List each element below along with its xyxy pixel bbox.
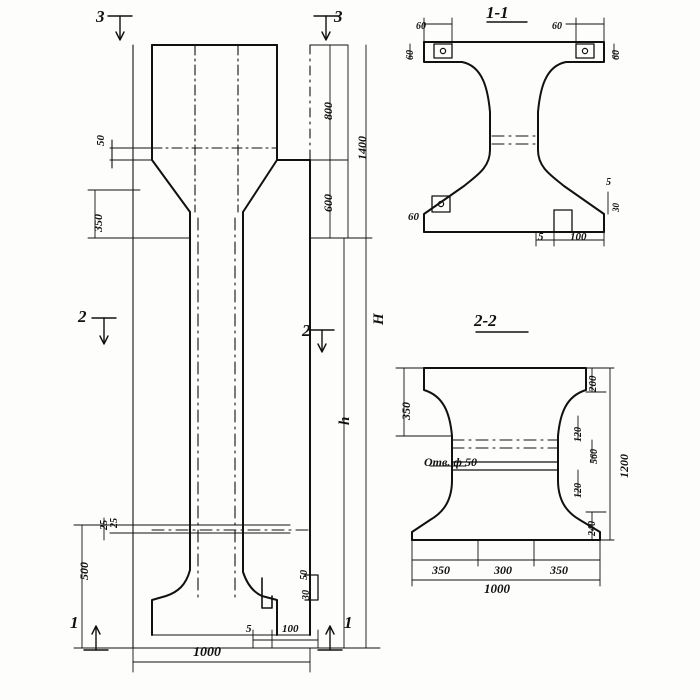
dim-30: 30 bbox=[301, 590, 312, 600]
mark-2-left: 2 bbox=[78, 307, 87, 326]
dim-25-b: 25 bbox=[109, 518, 120, 528]
mark-3-left: 3 bbox=[96, 7, 105, 26]
s22-350-b2: 350 bbox=[550, 563, 568, 577]
mark-2-right: 2 bbox=[302, 321, 311, 340]
dim-500: 500 bbox=[77, 562, 91, 580]
dim-600: 600 bbox=[321, 194, 335, 212]
section-1-1-title: 1-1 bbox=[486, 3, 509, 22]
s11-60-bl: 60 bbox=[408, 211, 419, 223]
s22-240: 240 bbox=[587, 521, 598, 536]
s22-1000: 1000 bbox=[484, 581, 510, 596]
dim-100: 100 bbox=[282, 623, 299, 635]
s22-1200: 1200 bbox=[617, 454, 631, 478]
dim-5: 5 bbox=[246, 623, 252, 635]
s11-60-right-v: 60 bbox=[611, 50, 622, 60]
dim-800: 800 bbox=[321, 102, 335, 120]
note-hole: Отв. ф 50 bbox=[424, 455, 477, 469]
dim-50-lower: 50 bbox=[299, 570, 310, 580]
mark-3-right: 3 bbox=[334, 7, 343, 26]
dim-350: 350 bbox=[91, 214, 105, 232]
dim-50-upper: 50 bbox=[95, 135, 107, 146]
s22-200: 200 bbox=[587, 375, 599, 392]
s22-300: 300 bbox=[494, 563, 512, 577]
dim-H: H bbox=[371, 313, 387, 325]
s11-30: 30 bbox=[611, 203, 621, 212]
mark-1-right: 1 bbox=[344, 613, 353, 632]
s22-350-b1: 350 bbox=[432, 563, 450, 577]
dim-25-a: 25 bbox=[99, 520, 110, 530]
s22-120-a: 120 bbox=[573, 427, 584, 442]
s11-60-tr: 60 bbox=[552, 21, 562, 32]
s11-5-right: 5 bbox=[606, 177, 611, 188]
s11-60-left-v: 60 bbox=[405, 50, 416, 60]
s22-120-b: 120 bbox=[573, 483, 584, 498]
s11-100: 100 bbox=[570, 231, 587, 243]
s22-350-left: 350 bbox=[399, 402, 413, 420]
dim-1000: 1000 bbox=[193, 645, 221, 660]
s22-560: 560 bbox=[589, 449, 600, 464]
dim-1400: 1400 bbox=[355, 136, 369, 160]
mark-1-left: 1 bbox=[70, 613, 79, 632]
s11-60-tl: 60 bbox=[416, 21, 426, 32]
s11-5: 5 bbox=[538, 231, 544, 243]
dim-h: h bbox=[337, 416, 353, 425]
section-2-2-title: 2-2 bbox=[474, 311, 497, 330]
